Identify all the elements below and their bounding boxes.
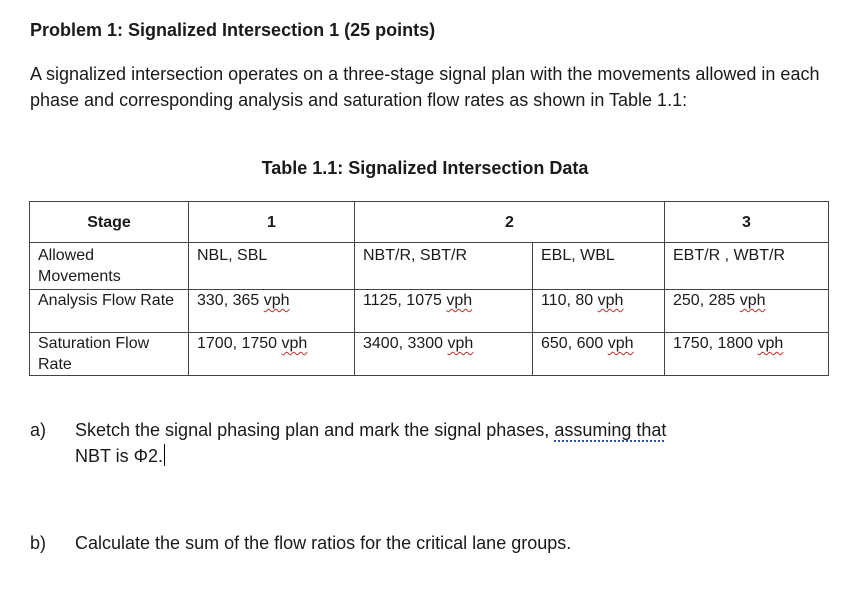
grammar-flagged-phrase: assuming that <box>554 420 667 440</box>
cell-value: 650, 600 <box>541 335 604 352</box>
cell-movements-3: EBT/R , WBT/R <box>665 243 829 290</box>
cell-analysis-2a <box>355 290 533 333</box>
cell-saturation-3 <box>665 333 829 376</box>
question-a-text[interactable] <box>75 417 775 469</box>
unit-label: vph <box>446 292 473 309</box>
cell-value: 1700, 1750 <box>197 335 278 352</box>
header-stage-1: 1 <box>189 202 355 243</box>
unit-label: vph <box>281 335 308 352</box>
cell-value: 110, 80 <box>541 292 594 309</box>
cell-value: 250, 285 <box>673 292 736 309</box>
cell-saturation-1 <box>189 333 355 376</box>
cell-movements-2a: NBT/R, SBT/R <box>355 243 533 290</box>
question-b-text[interactable]: Calculate the sum of the flow ratios for the critical lane groups. <box>75 533 572 553</box>
unit-label: vph <box>607 335 634 352</box>
cell-analysis-3 <box>665 290 829 333</box>
table-row <box>30 243 829 290</box>
row-label-saturation-flow: Saturation Flow Rate <box>30 333 189 376</box>
header-stage-2: 2 <box>355 202 665 243</box>
table-row <box>30 333 829 376</box>
cell-movements-2b: EBL, WBL <box>533 243 665 290</box>
row-label-analysis-flow: Analysis Flow Rate <box>30 290 189 333</box>
header-stage: Stage <box>30 202 189 243</box>
signal-data-table <box>29 201 829 376</box>
question-a-text-end: NBT is Φ2. <box>75 446 164 466</box>
table-caption: Table 1.1: Signalized Intersection Data <box>261 158 589 178</box>
cell-value: 3400, 3300 <box>363 335 444 352</box>
unit-label: vph <box>739 292 766 309</box>
cell-value: 1125, 1075 <box>363 292 442 309</box>
cell-value: 330, 365 <box>197 292 260 309</box>
unit-label: vph <box>757 335 784 352</box>
cell-saturation-2b <box>533 333 665 376</box>
unit-label: vph <box>447 335 474 352</box>
problem-intro: A signalized intersection operates on a three-stage signal plan with the movements allowed in each phase and corresponding analysis and saturation flow rates as shown in Table 1.1: <box>30 64 820 110</box>
problem-title: Problem 1: Signalized Intersection 1 (25 points) <box>30 20 436 40</box>
unit-label: vph <box>597 292 624 309</box>
row-label-allowed-movements: Allowed Movements <box>30 243 189 290</box>
table-header-row <box>30 202 829 243</box>
cell-analysis-2b <box>533 290 665 333</box>
question-a-text-start: Sketch the signal phasing plan and mark the signal phases, <box>75 420 555 440</box>
table-row <box>30 290 829 333</box>
unit-label: vph <box>263 292 290 309</box>
cell-saturation-2a <box>355 333 533 376</box>
header-stage-3: 3 <box>665 202 829 243</box>
question-a-letter: a) <box>30 420 47 440</box>
question-b-letter: b) <box>30 533 47 553</box>
cell-analysis-1 <box>189 290 355 333</box>
cell-movements-1: NBL, SBL <box>189 243 355 290</box>
cell-value: 1750, 1800 <box>673 335 754 352</box>
text-cursor <box>164 444 165 466</box>
